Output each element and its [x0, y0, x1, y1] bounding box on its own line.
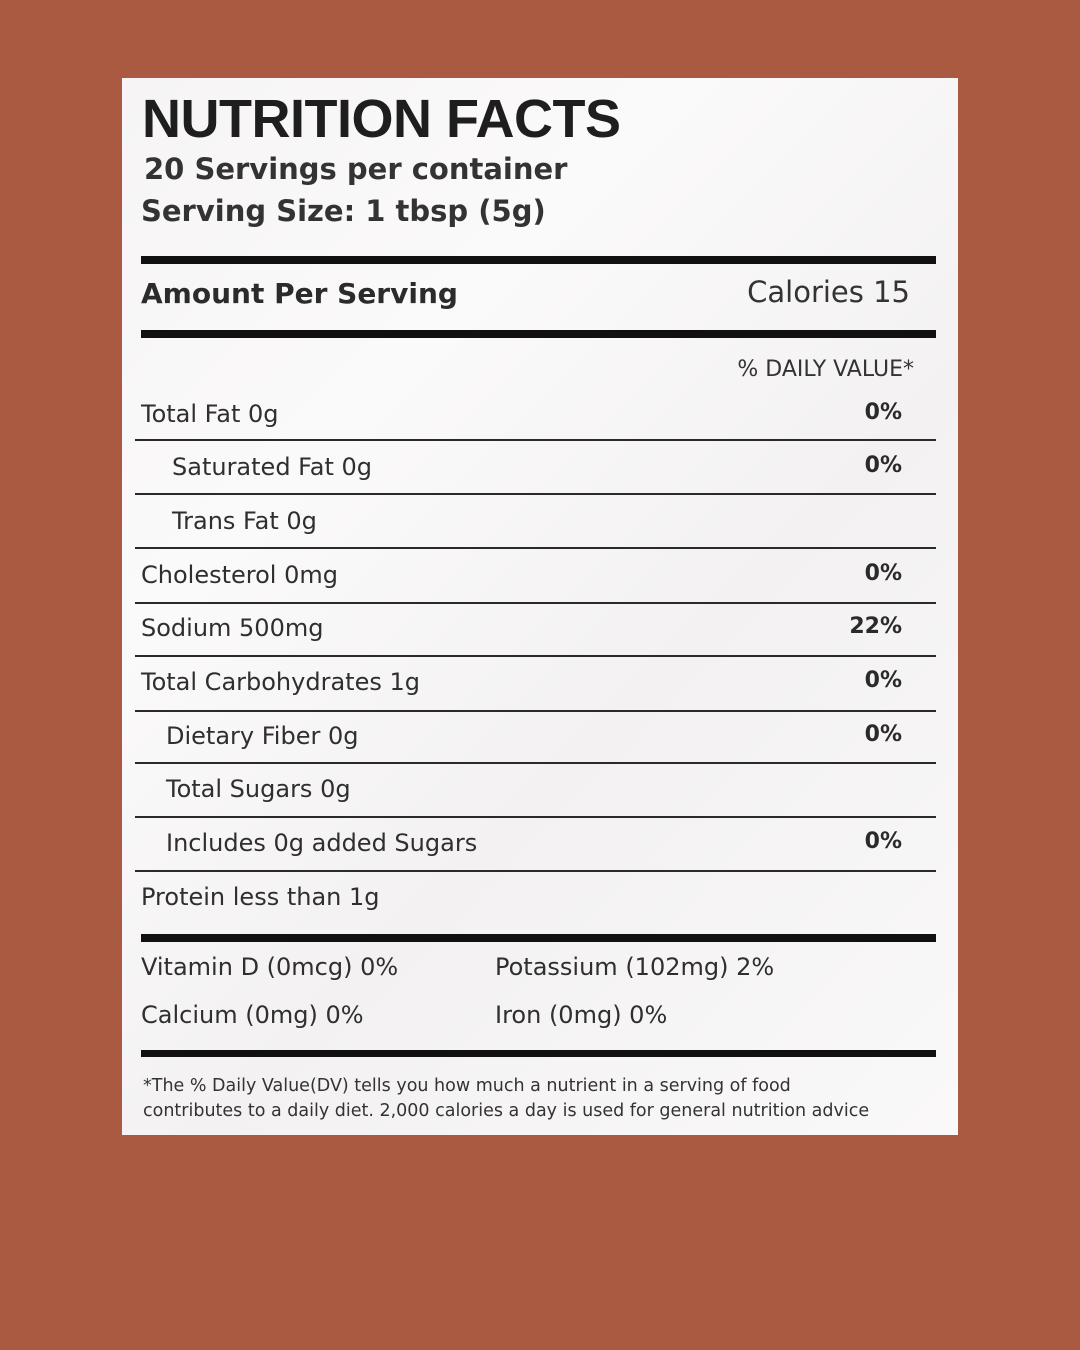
nutrient-daily-value: 22%	[849, 614, 902, 639]
potassium: Potassium (102mg) 2%	[495, 953, 775, 981]
row-divider	[135, 547, 936, 549]
nutrient-name: Cholesterol 0mg	[141, 561, 338, 589]
thick-divider	[141, 256, 936, 264]
row-divider	[135, 762, 936, 764]
row-divider	[135, 870, 936, 872]
nutrition-facts-label	[122, 78, 958, 1135]
row-divider	[135, 493, 936, 495]
label-title: NUTRITION FACTS	[142, 89, 621, 149]
nutrient-name: Saturated Fat 0g	[172, 453, 373, 481]
row-divider	[135, 655, 936, 657]
nutrient-name: Trans Fat 0g	[172, 507, 317, 535]
nutrient-row-added-sugars	[122, 829, 958, 859]
row-divider	[135, 439, 936, 441]
nutrient-name: Total Sugars 0g	[166, 775, 351, 803]
nutrient-row-total-carbohydrates	[122, 668, 958, 698]
footnote-line: *The % Daily Value(DV) tells you how much a nutrient in a serving of food	[143, 1076, 791, 1096]
row-divider	[135, 816, 936, 818]
nutrient-name: Includes 0g added Sugars	[166, 829, 478, 857]
nutrient-daily-value: 0%	[864, 829, 902, 854]
nutrient-name: Dietary Fiber 0g	[166, 722, 359, 750]
nutrient-row-sodium	[122, 614, 958, 644]
nutrient-daily-value: 0%	[864, 668, 902, 693]
serving-size: Serving Size: 1 tbsp (5g)	[141, 194, 546, 228]
nutrient-row-protein	[122, 883, 958, 913]
nutrient-name: Protein less than 1g	[141, 883, 380, 911]
calories-value: Calories 15	[747, 275, 910, 309]
iron: Iron (0mg) 0%	[495, 1001, 668, 1029]
servings-per-container: 20 Servings per container	[144, 152, 568, 186]
footnote-line: contributes to a daily diet. 2,000 calories a day is used for general nutrition advice	[143, 1101, 870, 1121]
nutrient-row-trans-fat	[122, 507, 958, 537]
thick-divider	[141, 1050, 936, 1057]
nutrient-name: Sodium 500mg	[141, 614, 324, 642]
daily-value-footnote	[143, 1074, 933, 1124]
row-divider	[135, 710, 936, 712]
nutrient-row-total-sugars	[122, 775, 958, 805]
nutrient-row-total-fat	[122, 400, 958, 430]
amount-per-serving-label: Amount Per Serving	[141, 277, 458, 310]
nutrient-row-dietary-fiber	[122, 722, 958, 752]
nutrient-row-cholesterol	[122, 561, 958, 591]
row-divider	[135, 602, 936, 604]
nutrient-daily-value: 0%	[864, 722, 902, 747]
nutrient-daily-value: 0%	[864, 400, 902, 425]
calcium: Calcium (0mg) 0%	[141, 1001, 364, 1029]
vitamin-d: Vitamin D (0mcg) 0%	[141, 953, 399, 981]
thick-divider	[141, 934, 936, 942]
nutrient-daily-value: 0%	[864, 561, 902, 586]
nutrient-name: Total Carbohydrates 1g	[141, 668, 420, 696]
nutrient-daily-value: 0%	[864, 453, 902, 478]
thick-divider	[141, 330, 936, 338]
nutrient-row-saturated-fat	[122, 453, 958, 483]
nutrient-name: Total Fat 0g	[141, 400, 279, 428]
daily-value-header: % DAILY VALUE*	[737, 357, 914, 382]
